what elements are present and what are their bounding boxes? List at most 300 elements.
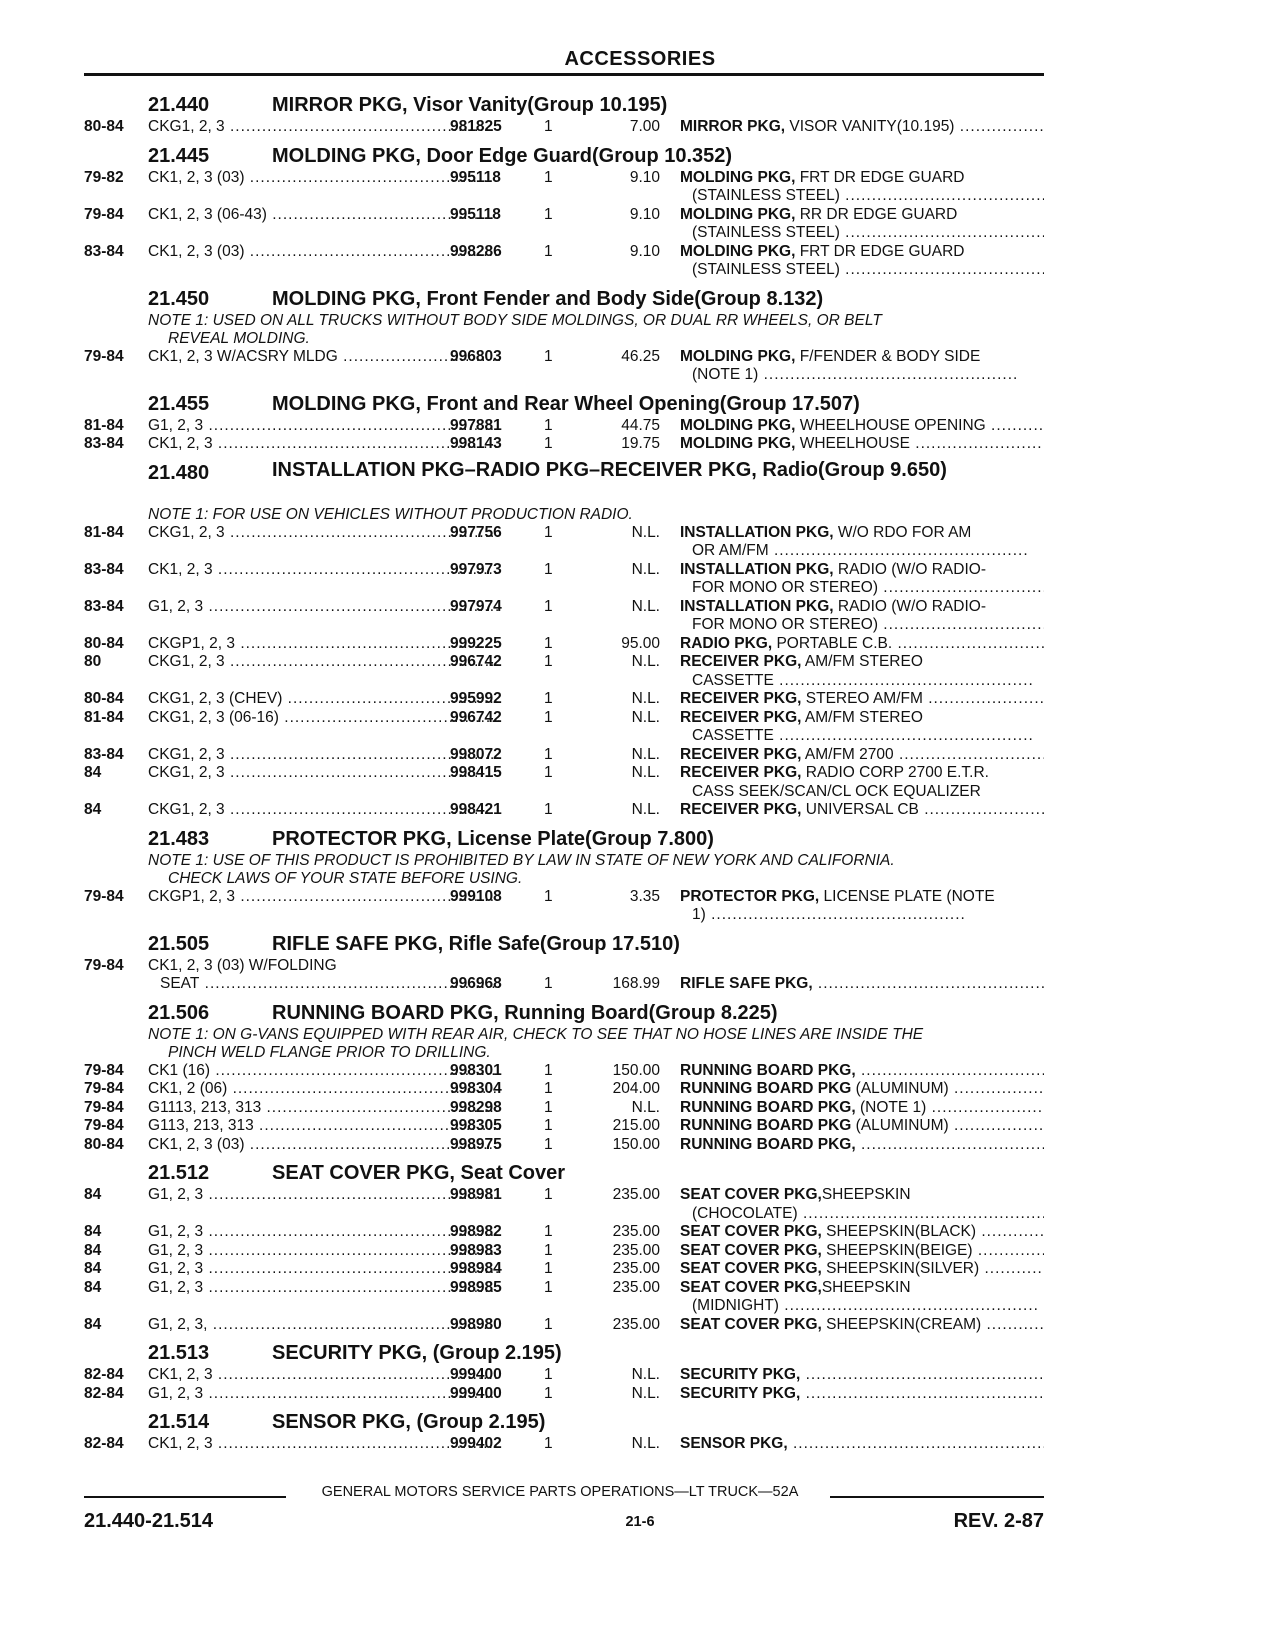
model-codes-text: CKG1, 2, 3 (CHEV) <box>148 690 283 707</box>
leader-dots <box>878 579 1044 596</box>
catalog-section <box>84 391 1044 454</box>
section-heading <box>84 1000 1044 1026</box>
quantity: 1 <box>544 242 553 260</box>
description-keyword: RECEIVER PKG, <box>680 708 802 726</box>
model-codes <box>148 957 500 994</box>
price: 235.00 <box>612 1278 660 1296</box>
quantity: 1 <box>544 118 553 135</box>
description-text: W/O RDO FOR AM <box>833 523 972 541</box>
quantity: 1 <box>544 1278 553 1296</box>
part-number: 996742 <box>450 653 502 670</box>
description-text: RR DR EDGE GUARD <box>795 205 958 223</box>
model-codes-cont-text: SEAT <box>160 975 200 992</box>
description-text: SHEEPSKIN(BLACK) <box>821 1223 977 1240</box>
leader-dots <box>788 1435 1044 1452</box>
quantity: 1 <box>544 1135 553 1153</box>
description-text: SHEEPSKIN(BEIGE) <box>821 1241 973 1259</box>
quantity: 1 <box>544 1098 553 1116</box>
section-title: MOLDING PKG, Front and Rear Wheel Opening(Group 17.507) <box>272 392 860 415</box>
description-keyword: SEAT COVER PKG, <box>680 1278 822 1296</box>
quantity: 1 <box>544 764 553 781</box>
quantity: 1 <box>544 1260 553 1277</box>
part-number: 998301 <box>450 1061 502 1079</box>
leader-dots <box>949 1080 1044 1097</box>
section-title: SENSOR PKG, (Group 2.195) <box>272 1411 546 1433</box>
table-row <box>84 1117 1044 1136</box>
description-keyword: SEAT COVER PKG, <box>680 1223 822 1240</box>
price: 44.75 <box>621 416 660 434</box>
description-text: RADIO CORP 2700 E.T.R. <box>801 764 989 781</box>
part-number: 995118 <box>450 168 501 186</box>
model-years: 84 <box>84 1260 102 1277</box>
leader-dots <box>986 417 1044 434</box>
model-years: 84 <box>84 801 102 818</box>
description <box>680 1242 1044 1261</box>
section-heading <box>84 1340 1044 1366</box>
part-number: 996968 <box>450 975 502 992</box>
leader-dots <box>856 1062 1044 1079</box>
quantity: 1 <box>544 1223 553 1240</box>
quantity: 1 <box>544 1241 553 1259</box>
description-text: PORTABLE C.B. <box>772 634 893 652</box>
model-codes <box>148 348 500 367</box>
section-title: MOLDING PKG, Door Edge Guard(Group 10.352) <box>272 144 733 167</box>
model-codes-text: CKG1, 2, 3 <box>148 523 225 541</box>
description-keyword: SECURITY PKG, <box>680 1384 801 1402</box>
price: 9.10 <box>629 168 660 186</box>
table-row <box>84 1316 1044 1335</box>
model-codes <box>148 1117 500 1136</box>
footer-rule-right <box>830 1496 1044 1498</box>
quantity: 1 <box>544 1315 553 1333</box>
table-row <box>84 764 1044 801</box>
description <box>680 1223 1044 1242</box>
model-codes <box>148 1099 500 1118</box>
leader-dots <box>973 1242 1044 1259</box>
quantity: 1 <box>544 745 553 763</box>
description-keyword: RECEIVER PKG, <box>680 801 802 818</box>
price: N.L. <box>631 523 660 541</box>
description-cont <box>680 1297 1044 1316</box>
description-text: FRT DR EDGE GUARD <box>795 168 965 186</box>
part-number: 998983 <box>450 1241 502 1259</box>
table-row <box>84 435 1044 454</box>
note-line: CHECK LAWS OF YOUR STATE BEFORE USING. <box>168 869 523 887</box>
description <box>680 1080 1044 1099</box>
description-cont-text: (STAINLESS STEEL) <box>692 224 840 241</box>
description-keyword: SEAT COVER PKG, <box>680 1241 822 1259</box>
price: 235.00 <box>612 1186 660 1203</box>
leader-dots <box>878 616 1044 633</box>
model-codes <box>148 653 500 672</box>
description <box>680 635 1044 654</box>
part-number: 998143 <box>450 435 502 452</box>
leader-dots <box>976 1223 1044 1240</box>
part-number: 998980 <box>450 1315 502 1333</box>
section-number: 21.480 <box>148 461 210 484</box>
model-codes-text: CKG1, 2, 3 <box>148 118 225 135</box>
description <box>680 1435 1044 1454</box>
part-number: 998975 <box>450 1135 502 1153</box>
table-row <box>84 1242 1044 1261</box>
model-codes-text: CK1, 2, 3 (03) <box>148 1135 245 1153</box>
leader-dots <box>800 1385 1044 1402</box>
table-row <box>84 206 1044 243</box>
table-row <box>84 561 1044 598</box>
leader-dots <box>706 906 966 923</box>
leader-dots <box>769 542 1029 559</box>
model-codes <box>148 1366 500 1385</box>
table-row <box>84 1260 1044 1279</box>
description-cont <box>680 906 1044 925</box>
catalog-section <box>84 460 1044 820</box>
description <box>680 118 1044 137</box>
model-codes-text: G1, 2, 3 <box>148 1384 204 1402</box>
note-line: NOTE 1: ON G-VANS EQUIPPED WITH REAR AIR, CHECK TO SEE THAT NO HOSE LINES ARE INSIDE THE <box>148 1025 924 1043</box>
description-text: SHEEPSKIN(SILVER) <box>821 1260 980 1277</box>
quantity: 1 <box>544 1117 553 1134</box>
model-years: 79-84 <box>84 1098 124 1116</box>
description-keyword: RUNNING BOARD PKG, <box>680 1098 856 1116</box>
model-years: 83-84 <box>84 745 124 763</box>
model-codes-text: G1, 2, 3 <box>148 1278 204 1296</box>
model-years: 81-84 <box>84 523 124 541</box>
table-row <box>84 598 1044 635</box>
leader-dots <box>798 1205 1044 1222</box>
description <box>680 348 1044 385</box>
description-cont <box>680 579 1044 598</box>
model-codes-text: G1, 2, 3 <box>148 416 204 434</box>
price: N.L. <box>631 1384 660 1402</box>
description <box>680 435 1044 454</box>
model-codes-text: CK1 (16) <box>148 1061 211 1079</box>
description-text: VISOR VANITY(10.195) <box>785 118 955 135</box>
description-cont-text: FOR MONO OR STEREO) <box>692 616 878 633</box>
leader-dots <box>892 635 1044 652</box>
table-row <box>84 709 1044 746</box>
model-codes <box>148 1062 500 1081</box>
section-heading <box>84 391 1044 417</box>
description <box>680 975 1044 994</box>
description-keyword: RUNNING BOARD PKG, <box>680 1135 856 1153</box>
quantity: 1 <box>544 1080 553 1097</box>
quantity: 1 <box>544 708 553 726</box>
section-title: SEAT COVER PKG, Seat Cover <box>272 1162 566 1184</box>
model-years: 82-84 <box>84 1435 124 1452</box>
note-line: REVEAL MOLDING. <box>168 329 310 347</box>
description-cont-text: (NOTE 1) <box>692 366 759 383</box>
leader-dots <box>894 746 1044 763</box>
model-codes <box>148 206 500 225</box>
table-row <box>84 243 1044 280</box>
section-heading <box>84 143 1044 169</box>
price: 3.35 <box>629 887 660 905</box>
model-codes-text: CK1, 2, 3 (03) <box>148 242 245 260</box>
description-keyword: INSTALLATION PKG, <box>680 523 834 541</box>
section-heading <box>84 286 1044 312</box>
description-text: SHEEPSKIN <box>821 1186 911 1203</box>
description-text: WHEELHOUSE OPENING <box>795 416 986 434</box>
section-number: 21.445 <box>148 144 210 167</box>
model-codes-text: G1113, 213, 313 <box>148 1098 262 1116</box>
description-text: RADIO (W/O RADIO- <box>833 560 986 578</box>
quantity: 1 <box>544 523 553 541</box>
model-codes-text: CKGP1, 2, 3 <box>148 887 236 905</box>
quantity: 1 <box>544 801 553 818</box>
model-years: 80-84 <box>84 118 124 135</box>
table-row <box>84 169 1044 206</box>
price: 19.75 <box>621 435 660 452</box>
price: N.L. <box>631 801 660 818</box>
description-keyword: RECEIVER PKG, <box>680 745 802 763</box>
description <box>680 1316 1044 1335</box>
note-line: PINCH WELD FLANGE PRIOR TO DRILLING. <box>168 1043 491 1061</box>
section-title: INSTALLATION PKG–RADIO PKG–RECEIVER PKG, Radio(Group 9.650) <box>272 458 947 481</box>
model-codes-text: CK1, 2, 3 <box>148 435 213 452</box>
price: 235.00 <box>612 1260 660 1277</box>
table-row <box>84 801 1044 820</box>
description <box>680 690 1044 709</box>
model-codes <box>148 435 500 454</box>
table-row <box>84 1099 1044 1118</box>
section-number: 21.440 <box>148 94 210 116</box>
price: N.L. <box>631 708 660 726</box>
section-heading <box>84 92 1044 118</box>
leader-dots <box>926 1099 1044 1116</box>
price: N.L. <box>631 653 660 670</box>
model-codes <box>148 1260 500 1279</box>
price: 150.00 <box>612 1135 660 1153</box>
section-note <box>148 852 1028 888</box>
model-years: 84 <box>84 1241 102 1259</box>
description <box>680 598 1044 635</box>
model-years: 83-84 <box>84 242 124 260</box>
description-cont <box>680 727 1044 746</box>
quantity: 1 <box>544 205 553 223</box>
model-codes-text: G1, 2, 3 <box>148 1223 204 1240</box>
section-heading <box>84 1409 1044 1435</box>
price: 215.00 <box>612 1117 660 1134</box>
section-number: 21.483 <box>148 827 210 850</box>
part-number: 998982 <box>450 1223 502 1240</box>
model-codes-text: CK1, 2, 3 (03) W/FOLDING <box>148 956 337 974</box>
price: 235.00 <box>612 1315 660 1333</box>
description-text: SHEEPSKIN <box>821 1278 911 1296</box>
price: 9.10 <box>629 242 660 260</box>
part-number: 998985 <box>450 1278 502 1296</box>
description-text: FRT DR EDGE GUARD <box>795 242 965 260</box>
section-title: RUNNING BOARD PKG, Running Board(Group 8.225) <box>272 1001 778 1024</box>
description-cont <box>680 672 1044 691</box>
table-row <box>84 690 1044 709</box>
catalog-section <box>84 92 1044 137</box>
model-years: 79-84 <box>84 347 124 365</box>
part-number: 981825 <box>450 118 502 135</box>
section-heading <box>84 460 1044 506</box>
quantity: 1 <box>544 975 553 992</box>
part-number: 996803 <box>450 347 502 365</box>
table-row <box>84 1366 1044 1385</box>
model-years: 79-84 <box>84 956 124 974</box>
description-cont-text: (MIDNIGHT) <box>692 1297 779 1314</box>
description-text: (ALUMINUM) <box>851 1080 949 1097</box>
footer-section-range: 21.440-21.514 <box>84 1510 214 1532</box>
part-number: 998298 <box>450 1098 502 1116</box>
price: N.L. <box>631 1366 660 1383</box>
description-cont <box>680 224 1044 243</box>
leader-dots <box>840 224 1044 241</box>
description-text: AM/FM 2700 <box>801 745 894 763</box>
model-years: 82-84 <box>84 1384 124 1402</box>
model-years: 80-84 <box>84 1135 124 1153</box>
description-keyword: SECURITY PKG, <box>680 1366 801 1383</box>
leader-dots <box>856 1136 1044 1153</box>
model-codes-text: CK1, 2, 3 <box>148 1435 213 1452</box>
section-note <box>148 312 1028 348</box>
table-row <box>84 1186 1044 1223</box>
description-keyword: PROTECTOR PKG, <box>680 887 820 905</box>
table-row <box>84 1136 1044 1155</box>
part-number: 998981 <box>450 1186 502 1203</box>
description-keyword: MOLDING PKG, <box>680 347 796 365</box>
model-codes-text: CK1, 2, 3 (03) <box>148 168 245 186</box>
table-row <box>84 1279 1044 1316</box>
note-line: NOTE 1: USED ON ALL TRUCKS WITHOUT BODY SIDE MOLDINGS, OR DUAL RR WHEELS, OR BELT <box>148 311 882 329</box>
leader-dots <box>840 261 1044 278</box>
model-codes <box>148 746 500 765</box>
quantity: 1 <box>544 435 553 452</box>
description-text: (ALUMINUM) <box>851 1117 949 1134</box>
model-years: 79-84 <box>84 1080 124 1097</box>
description-text: AM/FM STEREO <box>801 653 923 670</box>
description <box>680 1260 1044 1279</box>
catalog-section <box>84 1160 1044 1334</box>
description <box>680 524 1044 561</box>
model-codes <box>148 1316 500 1335</box>
parts-listing <box>84 86 1044 1454</box>
description-cont <box>680 366 1044 385</box>
section-number: 21.513 <box>148 1342 210 1364</box>
description-cont-text: (STAINLESS STEEL) <box>692 187 840 204</box>
description-keyword: MOLDING PKG, <box>680 416 796 434</box>
price: 168.99 <box>612 975 660 992</box>
model-years: 83-84 <box>84 560 124 578</box>
quantity: 1 <box>544 634 553 652</box>
description <box>680 561 1044 598</box>
section-note <box>148 1026 1028 1062</box>
description-keyword: INSTALLATION PKG, <box>680 597 834 615</box>
description <box>680 888 1044 925</box>
model-codes-text: CK1, 2, 3 <box>148 560 213 578</box>
section-heading <box>84 826 1044 852</box>
model-codes-text: CKG1, 2, 3 <box>148 653 225 670</box>
part-number: 998421 <box>450 801 502 818</box>
quantity: 1 <box>544 560 553 578</box>
model-years: 83-84 <box>84 597 124 615</box>
model-codes-text: CKGP1, 2, 3 <box>148 634 236 652</box>
model-codes <box>148 524 500 543</box>
description-cont <box>680 1205 1044 1224</box>
description-keyword: RUNNING BOARD PKG, <box>680 1061 856 1079</box>
quantity: 1 <box>544 1061 553 1079</box>
table-row <box>84 888 1044 925</box>
description-text: (NOTE 1) <box>855 1098 927 1116</box>
leader-dots <box>954 118 1044 135</box>
description <box>680 243 1044 280</box>
section-number: 21.505 <box>148 932 210 955</box>
price: 235.00 <box>612 1241 660 1259</box>
description <box>680 709 1044 746</box>
description-cont <box>680 542 1044 561</box>
description-cont <box>680 261 1044 280</box>
model-years: 84 <box>84 1278 102 1296</box>
description <box>680 1136 1044 1155</box>
description-cont-text: (CHOCOLATE) <box>692 1204 798 1222</box>
leader-dots <box>919 801 1044 818</box>
description-keyword: MOLDING PKG, <box>680 168 796 186</box>
model-codes-text: G1, 2, 3 <box>148 1260 204 1277</box>
description <box>680 417 1044 436</box>
section-title: PROTECTOR PKG, License Plate(Group 7.800) <box>272 827 714 850</box>
quantity: 1 <box>544 887 553 905</box>
model-codes-text: CKG1, 2, 3 <box>148 801 225 818</box>
quantity: 1 <box>544 1384 553 1402</box>
description <box>680 206 1044 243</box>
description-text: WHEELHOUSE <box>795 435 910 452</box>
footer-page-number: 21-6 <box>625 1514 655 1530</box>
table-row <box>84 524 1044 561</box>
catalog-section <box>84 286 1044 385</box>
description-cont-text: CASS SEEK/SCAN/CL OCK EQUALIZER <box>692 782 981 800</box>
section-note <box>148 506 1028 524</box>
description-cont <box>680 616 1044 635</box>
section-title: MIRROR PKG, Visor Vanity(Group 10.195) <box>272 94 668 116</box>
model-years: 80-84 <box>84 690 124 707</box>
part-number: 995118 <box>450 205 501 223</box>
description-cont-text: CASSETTE <box>692 727 774 744</box>
price: N.L. <box>631 597 660 615</box>
model-years: 79-84 <box>84 1117 124 1134</box>
description-keyword: RUNNING BOARD PKG <box>680 1117 852 1134</box>
description <box>680 653 1044 690</box>
quantity: 1 <box>544 597 553 615</box>
note-line: NOTE 1: USE OF THIS PRODUCT IS PROHIBITED BY LAW IN STATE OF NEW YORK AND CALIFORNIA. <box>148 851 895 869</box>
table-row <box>84 348 1044 385</box>
part-number: 999402 <box>450 1435 502 1452</box>
quantity: 1 <box>544 168 553 186</box>
price: 9.10 <box>629 205 660 223</box>
table-row <box>84 1080 1044 1099</box>
description-keyword: MIRROR PKG, <box>680 118 786 135</box>
part-number: 999225 <box>450 634 502 652</box>
model-codes-text: G1, 2, 3 <box>148 597 204 615</box>
model-codes <box>148 598 500 617</box>
quantity: 1 <box>544 653 553 670</box>
section-title: RIFLE SAFE PKG, Rifle Safe(Group 17.510) <box>272 932 680 955</box>
quantity: 1 <box>544 690 553 707</box>
model-codes-text: G113, 213, 313 <box>148 1117 254 1134</box>
catalog-section <box>84 1409 1044 1454</box>
description <box>680 1279 1044 1316</box>
description-keyword: MOLDING PKG, <box>680 435 796 452</box>
leader-dots <box>774 672 1034 689</box>
leader-dots <box>910 435 1044 452</box>
model-codes-cont <box>148 975 500 994</box>
description-cont-text: CASSETTE <box>692 671 774 689</box>
catalog-section <box>84 1340 1044 1403</box>
leader-dots <box>774 727 1034 744</box>
description <box>680 1186 1044 1223</box>
